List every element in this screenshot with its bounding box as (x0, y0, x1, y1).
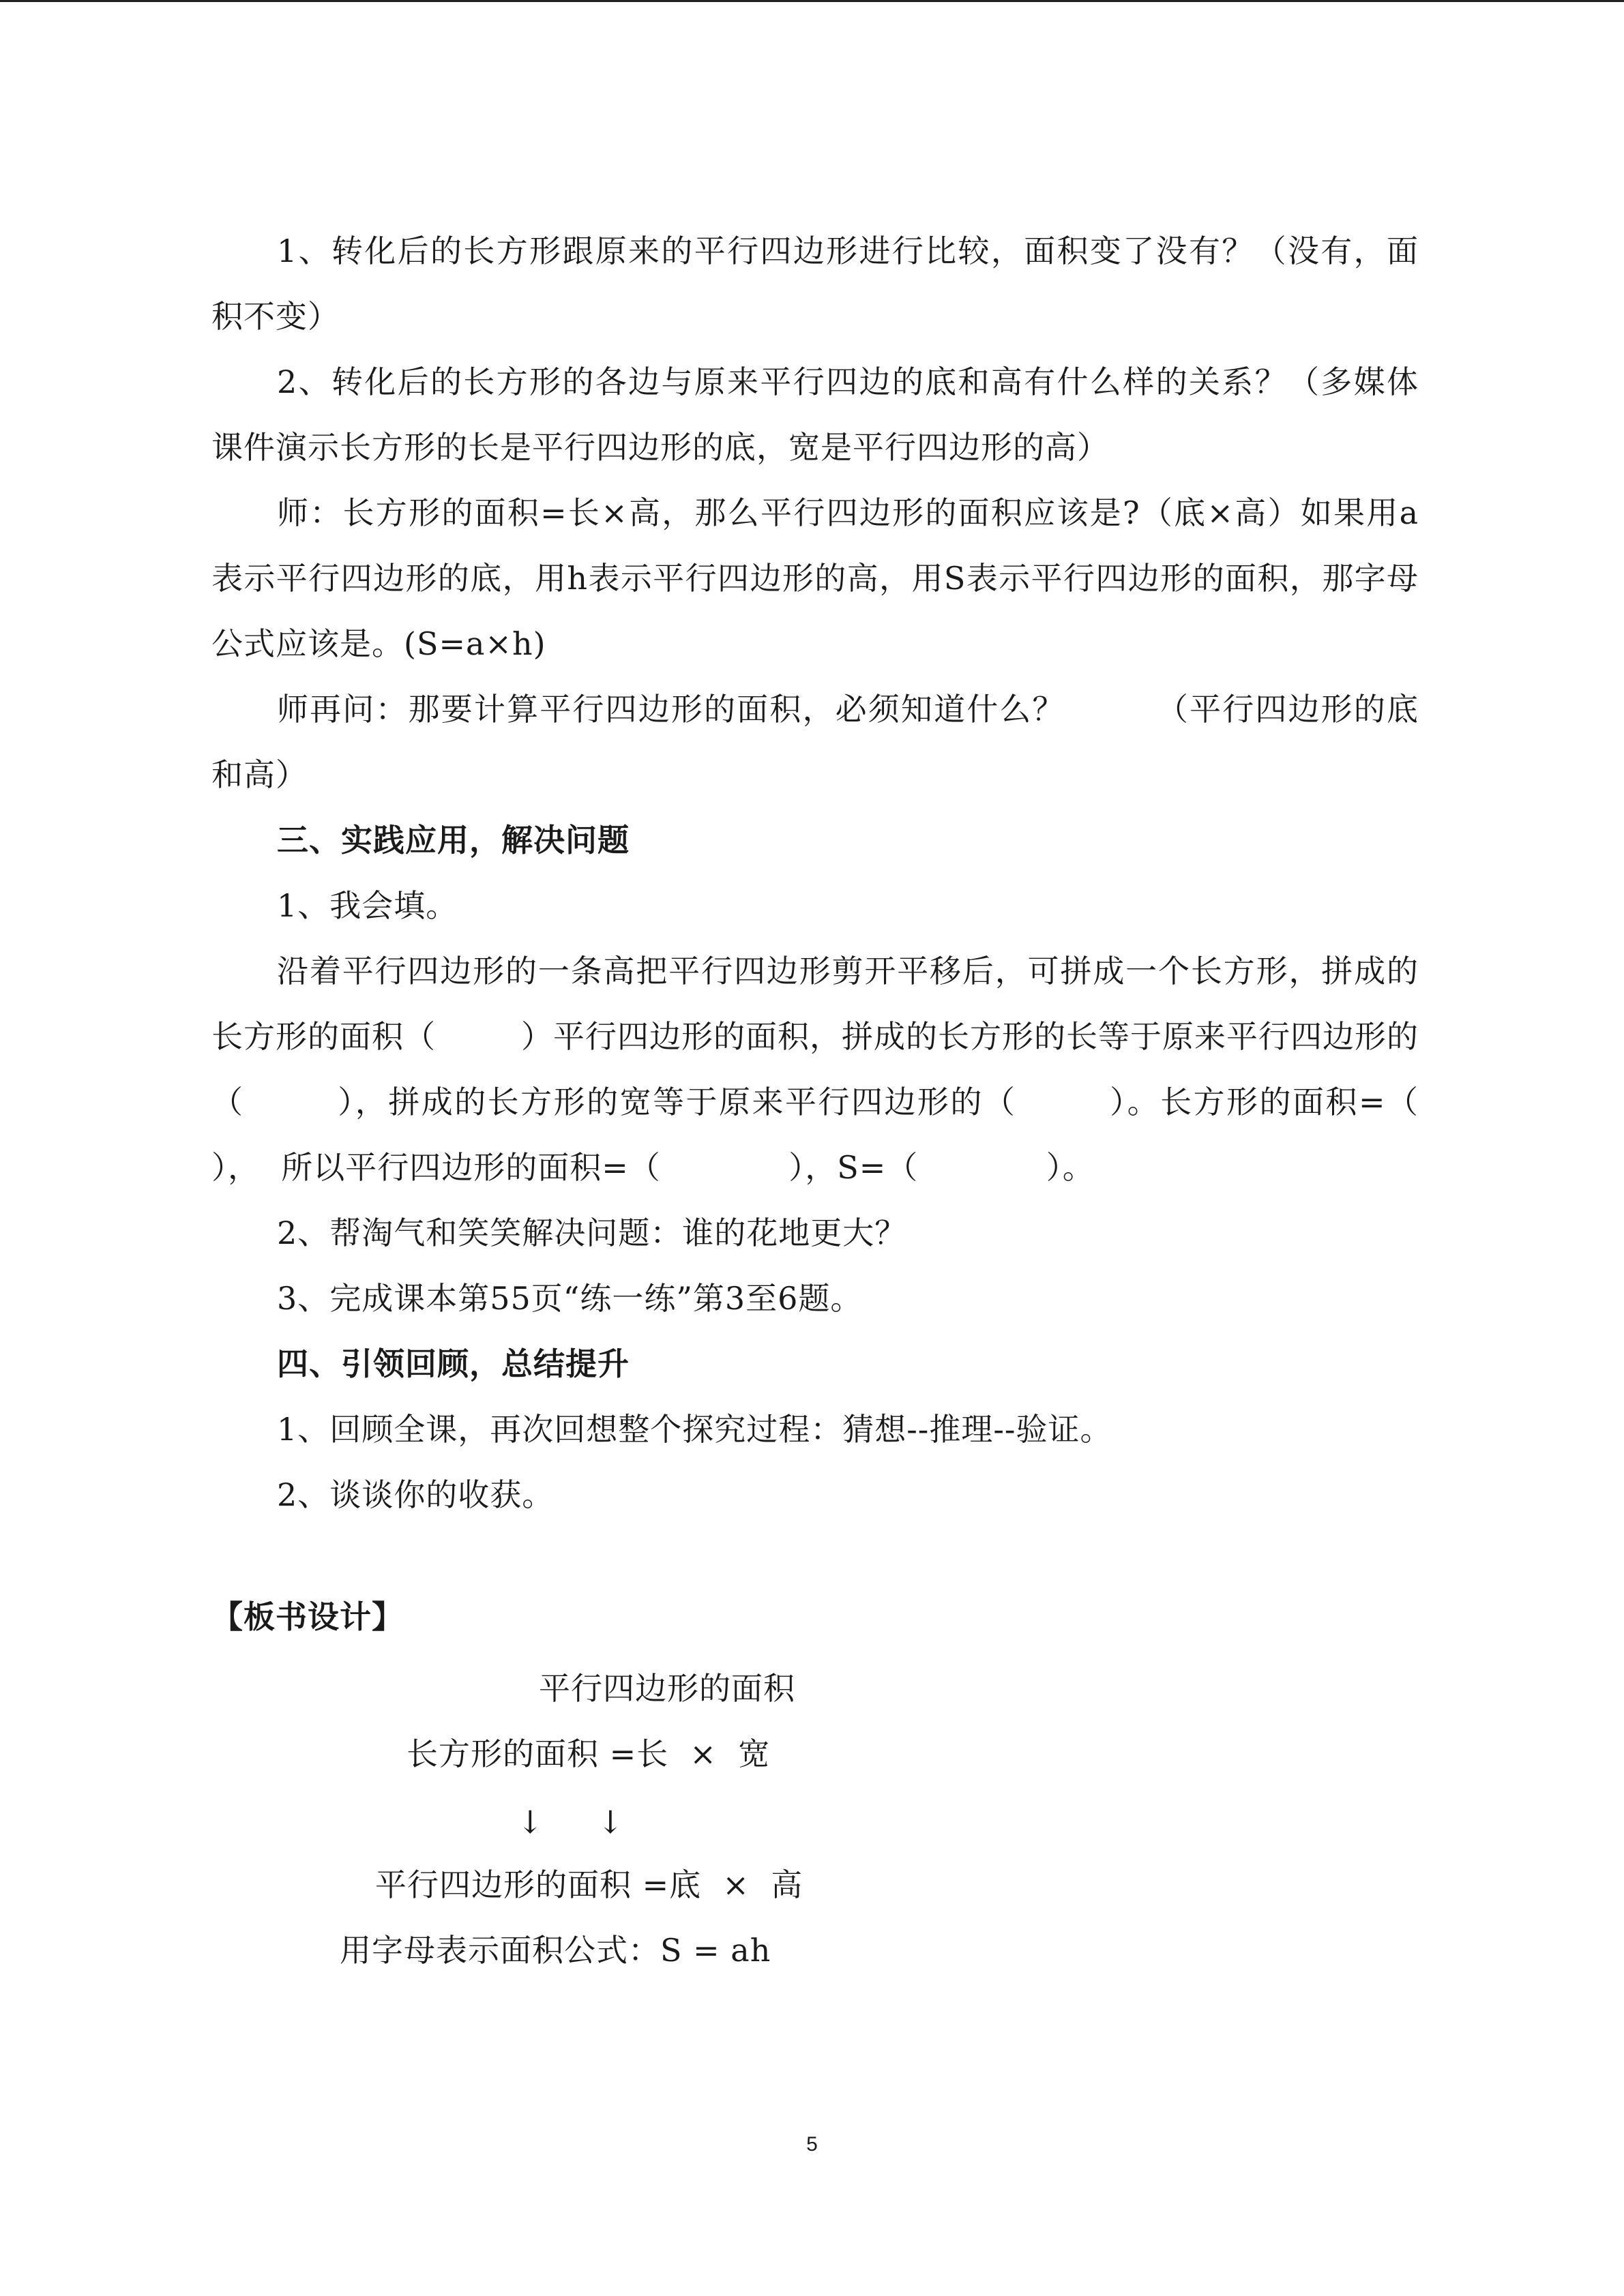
paragraph-2: 2、转化后的长方形的各边与原来平行四边的底和高有什么样的关系？（多媒体课件演示长方形的长是平行四边形的底，宽是平行四边形的高） (211, 363, 1419, 466)
paragraph-10: 2、谈谈你的收获。 (277, 1476, 555, 1513)
paragraph-7: 2、帮淘气和笑笑解决问题：谁的花地更大？ (277, 1214, 907, 1251)
paragraph-8: 3、完成课本第55页“练一练”第3至6题。 (277, 1280, 863, 1317)
board-line-formula: 用字母表示面积公式：S = ah (340, 1932, 771, 1969)
page-number: 5 (806, 2133, 818, 2156)
paragraph-5: 1、我会填。 (277, 887, 458, 924)
board-line-rectangle: 长方形的面积 =长 × 宽 (407, 1735, 771, 1772)
paragraph-3: 师：长方形的面积=长×高，那么平行四边形的面积应该是?（底×高）如果用a表示平行四边形的底，用h表示平行四边形的高，用S表示平行四边形的面积，那字母公式应该是。(S=a×h) (211, 494, 1419, 662)
paragraph-4: 师再问：那要计算平行四边形的面积，必须知道什么？ （平行四边形的底和高） (211, 691, 1419, 793)
document-body (211, 218, 1536, 1527)
board-design-title: 【板书设计】 (211, 1598, 404, 1635)
top-border (0, 0, 1624, 2)
paragraph-9: 1、回顾全课，再次回想整个探究过程：猜想--推理--验证。 (277, 1411, 1112, 1448)
paragraph-1: 1、转化后的长方形跟原来的平行四边形进行比较，面积变了没有？（没有，面积不变） (211, 233, 1419, 335)
board-line-title: 平行四边形的面积 (539, 1670, 795, 1707)
section-heading-3: 三、实践应用，解决问题 (277, 822, 630, 859)
paragraph-6: 沿着平行四边形的一条高把平行四边形剪开平移后，可拼成一个长方形，拼成的长方形的面积（ ）平行四边形的面积，拼成的长方形的长等于原来平行四边形的（ ），拼成的长方形的宽等于原来平行四边形的（ ）。长方形的面积=（ ）， 所以平行四边形的面积=（ ），S=（ ）。 (211, 953, 1536, 1186)
board-line-arrows: ↓ ↓ (517, 1804, 625, 1840)
section-heading-4: 四、引领回顾，总结提升 (277, 1345, 630, 1382)
board-line-parallelogram: 平行四边形的面积 =底 × 高 (375, 1866, 803, 1903)
